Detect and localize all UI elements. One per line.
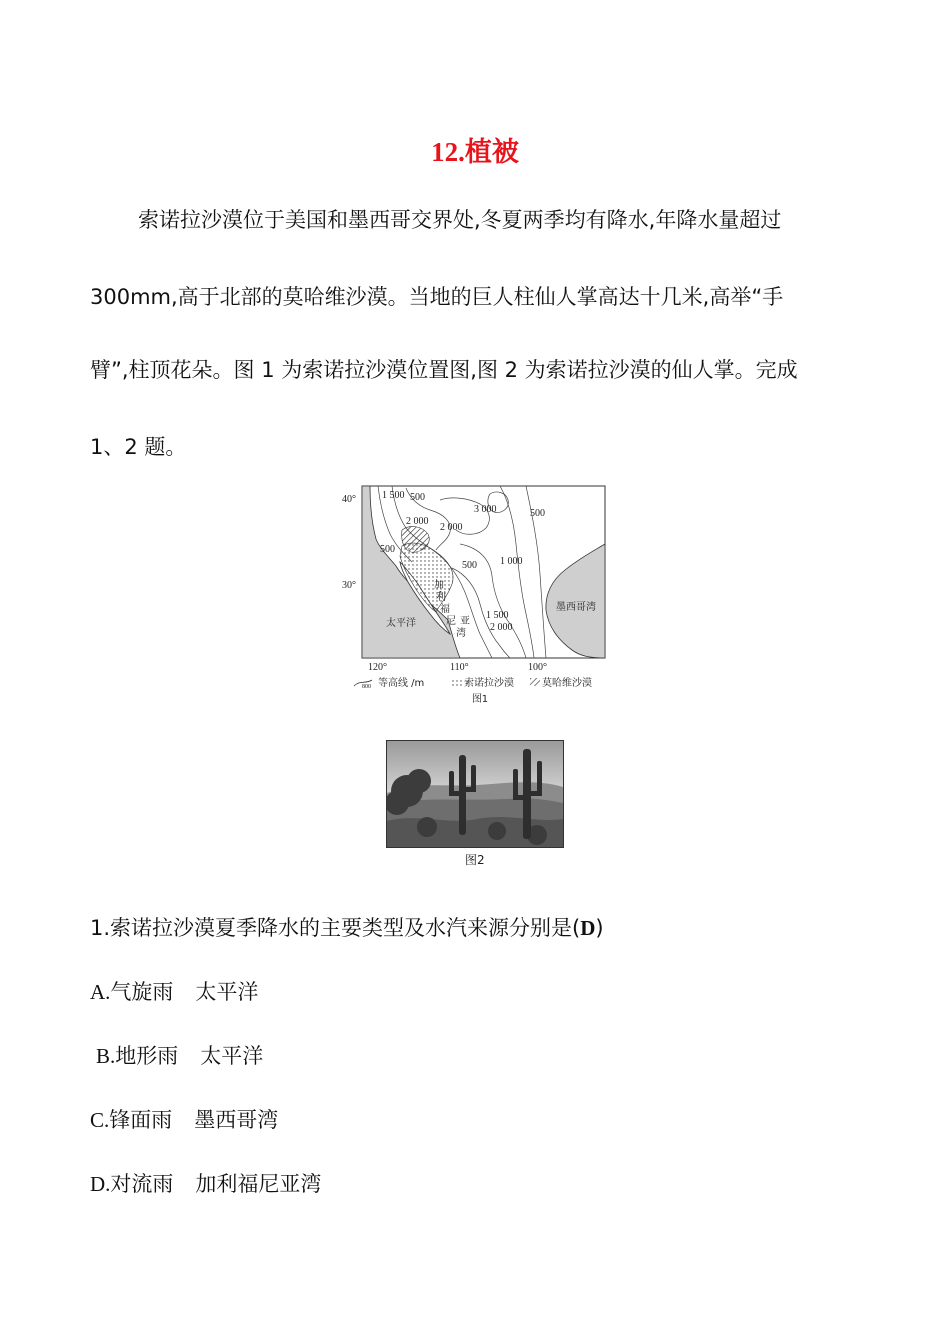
contour-label: 500 bbox=[380, 544, 395, 555]
gulf-california-label: 湾 bbox=[456, 628, 466, 639]
contour-label: 2 000 bbox=[440, 522, 463, 533]
option-source: 加利福尼亚湾 bbox=[195, 1172, 322, 1196]
option-text: 地形雨 bbox=[115, 1044, 179, 1068]
mojave-legend-label: 莫哈维沙漠 bbox=[542, 678, 592, 689]
lat-label: 30° bbox=[342, 580, 356, 591]
contour-label: 3 000 bbox=[474, 504, 497, 515]
lon-label: 110° bbox=[450, 662, 469, 673]
option-letter: C. bbox=[90, 1108, 110, 1132]
cactus-photo bbox=[386, 740, 564, 848]
mojave-legend-swatch bbox=[530, 678, 540, 686]
option-b bbox=[96, 1040, 263, 1070]
option-text: 气旋雨 bbox=[110, 980, 174, 1004]
option-letter: B. bbox=[96, 1044, 116, 1068]
intro-line-2: 300mm,高于北部的莫哈维沙漠。当地的巨人柱仙人掌高达十几米,高举“手 bbox=[90, 285, 784, 309]
intro-line-3: 臂”,柱顶花朵。图 1 为索诺拉沙漠位置图,图 2 为索诺拉沙漠的仙人掌。完成 bbox=[90, 358, 798, 382]
contour-label: 1 500 bbox=[382, 490, 405, 501]
gulf-california-label: 尼 bbox=[446, 616, 456, 627]
question-text: 1.索诺拉沙漠夏季降水的主要类型及水汽来源分别是( bbox=[90, 916, 581, 940]
contour-label: 500 bbox=[530, 508, 545, 519]
contour-legend-sample: 800 bbox=[362, 684, 371, 690]
lon-label: 120° bbox=[368, 662, 387, 673]
pacific-label: 太平洋 bbox=[386, 618, 416, 629]
option-letter: D. bbox=[90, 1172, 111, 1196]
contour-label: 500 bbox=[462, 560, 477, 571]
option-source: 太平洋 bbox=[200, 1044, 264, 1068]
intro-line-4: 1、2 题。 bbox=[90, 435, 187, 459]
contour-label: 500 bbox=[410, 492, 425, 503]
option-c bbox=[90, 1104, 278, 1134]
gulf-california-label: 亚 bbox=[460, 616, 470, 627]
sonoran-legend-swatch bbox=[452, 678, 462, 686]
contour-label: 2 000 bbox=[406, 516, 429, 527]
option-source: 墨西哥湾 bbox=[194, 1108, 279, 1132]
gulf-of-mexico-label: 墨西哥湾 bbox=[556, 602, 596, 613]
option-d bbox=[90, 1168, 321, 1198]
option-source: 太平洋 bbox=[195, 980, 259, 1004]
gulf-california-label: 加 bbox=[434, 580, 444, 591]
contour-legend-label: 等高线 /m bbox=[378, 678, 425, 689]
lat-label: 40° bbox=[342, 494, 356, 505]
option-text: 锋面雨 bbox=[109, 1108, 173, 1132]
contour-label: 1 500 bbox=[486, 610, 509, 621]
option-letter: A. bbox=[90, 980, 111, 1004]
sonoran-location-map bbox=[340, 484, 612, 710]
gulf-california-label: 利 bbox=[436, 592, 446, 603]
lon-label: 100° bbox=[528, 662, 547, 673]
option-text: 对流雨 bbox=[110, 1172, 174, 1196]
gulf-california-label: 福 bbox=[440, 604, 450, 615]
intro-line-1: 索诺拉沙漠位于美国和墨西哥交界处,冬夏两季均有降水,年降水量超过 bbox=[138, 208, 782, 232]
figure-1-caption: 图1 bbox=[471, 694, 489, 705]
question-stem bbox=[90, 912, 604, 942]
answer-letter: D bbox=[580, 916, 596, 940]
contour-label: 1 000 bbox=[500, 556, 523, 567]
sonoran-legend-label: 索诺拉沙漠 bbox=[464, 678, 514, 689]
figure-2-caption: 图2 bbox=[465, 853, 485, 867]
option-a bbox=[90, 976, 258, 1006]
page-title: 12.植被 bbox=[431, 137, 519, 167]
question-close: ) bbox=[595, 916, 604, 940]
contour-label: 2 000 bbox=[490, 622, 513, 633]
